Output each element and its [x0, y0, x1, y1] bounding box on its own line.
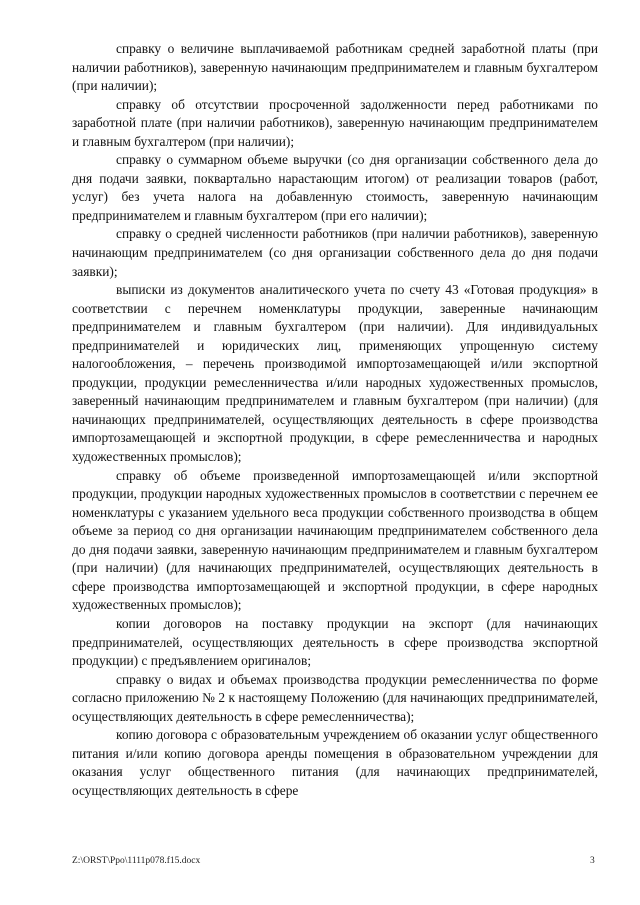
paragraph-no-arrears-certificate: справку об отсутствии просроченной задолженности перед работниками по заработной плате (при наличии работников), заверенную начинающим предпринимателем и главным бухгалтером (при наличии);	[72, 96, 598, 149]
paragraph-salary-certificate: справку о величине выплачиваемой работникам средней заработной платы (при наличии работников), заверенную начинающим предпринимателем и главным бухгалтером (при наличии);	[72, 41, 598, 94]
paragraph-account-43-extracts: выписки из документов аналитического учета по счету 43 «Готовая продукция» в соответствии с перечнем номенклатуры продукции, заверенные начинающим предпринимателем и главным бухгалтером (при наличии). Для индивидуальных предпринимателей и юридических лиц, применяющих упрощенную систему налогообложения, – перечень производимой импортозамещающей и/или экспортной продукции, продукции ремесленничества и/или народных художественных промыслов, заверенный начинающим предпринимателем и главным бухгалтером (при наличии) (для начинающих предпринимателей, осуществляющих деятельность в сфере производства импортозамещающей и экспортной продукции, в сфере ремесленничества и народных художественных промыслов);	[72, 282, 598, 465]
paragraph-headcount-certificate: справку о средней численности работников (при наличии работников), заверенную начинающим предпринимателем (со дня организации собственного дела до дня подачи заявки);	[72, 226, 598, 279]
paragraph-revenue-certificate: справку о суммарном объеме выручки (со дня организации собственного дела до дня подачи заявки, поквартально нарастающим итогом) от реализации товаров (работ, услуг) без учета налога на добавленную стоимость, заверенную начинающим предпринимателем и главным бухгалтером (при его наличии);	[72, 152, 598, 223]
paragraph-craft-production-certificate: справку о видах и объемах производства продукции ремесленничества по форме согласно приложению № 2 к настоящему Положению (для начинающих предпринимателей, осуществляющих деятельность в сфере ремесленничества);	[72, 671, 598, 724]
footer-file-path: Z:\ORST\Ppo\1111p078.f15.docx	[72, 856, 201, 866]
paragraph-export-contracts: копии договоров на поставку продукции на экспорт (для начинающих предпринимателей, осуществляющих деятельность в сфере производства экспортной продукции) с предъявлением оригиналов;	[72, 615, 598, 669]
paragraph-education-catering-contract: копию договора с образовательным учреждением об оказании услуг общественного питания и/или копию договора аренды помещения в образовательном учреждении для оказания услуг общественного питания (для начинающих предпринимателей, осуществляющих деятельность в сфере	[72, 727, 598, 798]
footer-page-number: 3	[590, 856, 595, 866]
paragraph-production-volume-certificate: справку об объеме произведенной импортозамещающей и/или экспортной продукции, продукции народных художественных промыслов в соответствии с перечнем ее номенклатуры с указанием удельного веса продукции собственного производства в общем объеме за период со дня организации начинающим предпринимателем собственного дела до дня подачи заявки, заверенную начинающим предпринимателем и главным бухгалтером (при наличии) (для начинающих предпринимателей, осуществляющих деятельность в сфере производства импортозамещающей и экспортной продукции, в сфере народных художественных промыслов);	[72, 467, 598, 613]
document-body	[72, 40, 598, 800]
